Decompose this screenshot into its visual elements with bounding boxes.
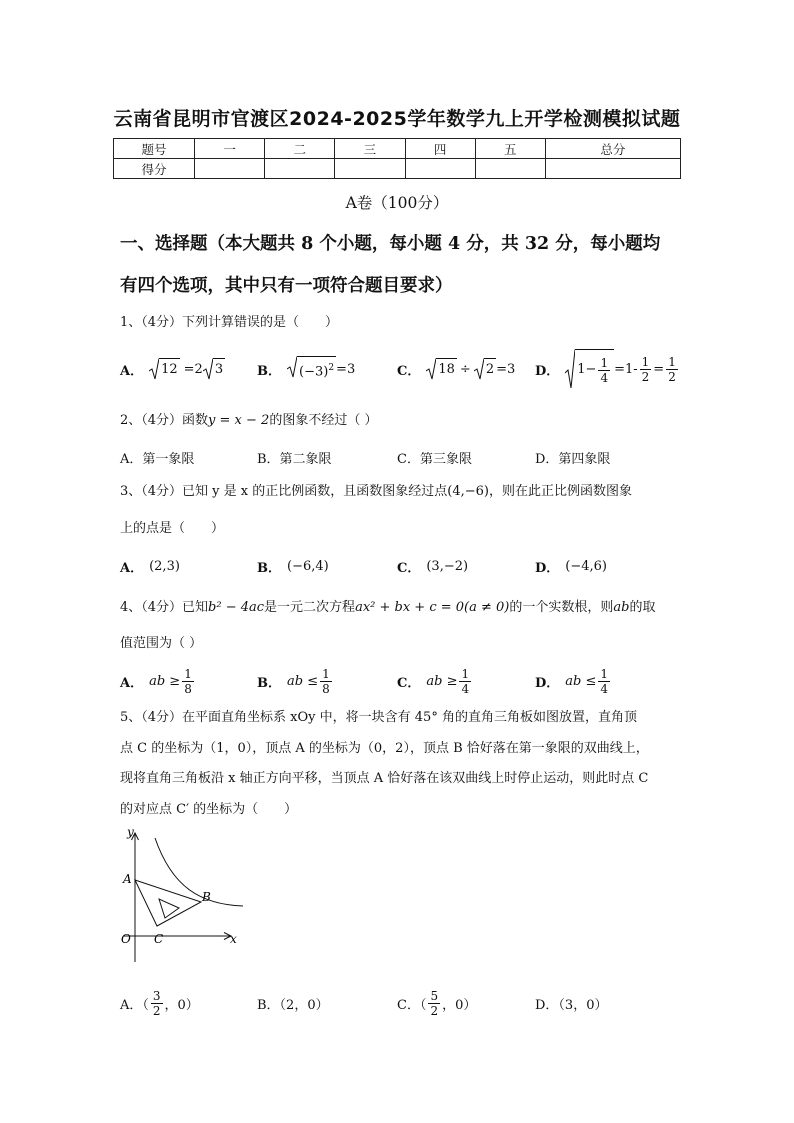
q3-option-b — [257, 546, 329, 586]
numerator: 5 — [430, 988, 439, 1003]
q4-stem-text: 是一元二次方程 — [264, 600, 356, 615]
q4-options — [120, 661, 680, 701]
option-relation: ab ≥ — [426, 673, 458, 689]
numerator: 1 — [668, 354, 676, 369]
q3-option-d — [535, 546, 607, 586]
radicand: 2 — [484, 358, 496, 380]
fraction — [320, 667, 332, 696]
score-cell — [265, 159, 335, 179]
q3-option-c — [397, 546, 468, 586]
q5-stem-line2: 点 C 的坐标为（1，0），顶点 A 的坐标为（0，2），顶点 B 恰好落在第一象限的双曲线上， — [120, 741, 649, 756]
q5-option-b — [257, 983, 329, 1023]
part1-heading-line2: 有四个选项，其中只有一项符合题目要求） — [120, 276, 453, 296]
option-text: ，0） — [164, 997, 199, 1013]
option-text: C．第三象限 — [397, 451, 472, 467]
option-text: D．（3，0） — [535, 997, 608, 1013]
q2-stem-text: 2、（4分）函数 — [120, 413, 209, 428]
numerator: 1 — [184, 666, 192, 681]
point-a-label: A — [123, 872, 132, 886]
q4-option-c — [397, 661, 473, 701]
option-label: B． — [257, 675, 281, 691]
fraction — [666, 355, 678, 384]
q3-point: (4,−6) — [447, 484, 489, 499]
option-label: C． — [397, 560, 421, 576]
q5-stem-line4: 的对应点 C′ 的坐标为（ ） — [120, 802, 298, 817]
score-table-score-row — [114, 159, 681, 179]
option-label: D． — [535, 675, 560, 691]
q4-option-d — [535, 661, 612, 701]
q5-option-a — [120, 983, 199, 1023]
q3-option-a — [120, 546, 180, 586]
q1-stem: 1、（4分）下列计算错误的是（ ） — [120, 315, 339, 330]
q2-option-a — [120, 437, 194, 477]
radicand-text: 1− — [577, 362, 597, 377]
point-b-label: B — [202, 890, 211, 904]
exponent: 2 — [328, 363, 335, 374]
q4-stem-line2: 值范围为（ ） — [120, 636, 203, 651]
option-text: B．第二象限 — [257, 451, 332, 467]
denominator: 4 — [600, 370, 609, 385]
score-cell: 二 — [265, 139, 335, 159]
score-cell — [335, 159, 405, 179]
option-label: A． — [120, 363, 144, 379]
q4-ab: ab — [613, 600, 630, 615]
equals-text: =3 — [496, 361, 516, 377]
q5-option-c — [397, 983, 476, 1023]
q5-stem-line1: 5、（4分）在平面直角坐标系 xOy 中，将一块含有 45° 角的直角三角板如图放置，直角顶 — [120, 710, 637, 725]
score-cell: 得分 — [114, 159, 195, 179]
option-text: ，0） — [442, 997, 477, 1013]
coordinate-figure — [113, 822, 243, 972]
option-label: B． — [257, 560, 281, 576]
q1-option-b — [257, 349, 355, 389]
fraction — [151, 989, 163, 1018]
denominator: 4 — [461, 681, 470, 696]
q5-options — [120, 983, 680, 1023]
numerator: 3 — [152, 988, 161, 1003]
fraction — [182, 667, 194, 696]
option-relation: ab ≥ — [149, 673, 181, 689]
q4-option-a — [120, 661, 196, 701]
q4-stem-text: 4、（4分）已知 — [120, 600, 209, 615]
hyperbola-curve — [155, 838, 243, 906]
exam-title: 云南省昆明市官渡区2024-2025学年数学九上开学检测模拟试题 — [113, 108, 681, 130]
q2-function-expression: y = x − 2 — [208, 413, 270, 428]
option-relation: ab ≤ — [565, 673, 597, 689]
part1-heading-line1: 一、选择题（本大题共 8 个小题，每小题 4 分，共 32 分，每小题均 — [120, 234, 661, 254]
option-label: C． — [397, 363, 421, 379]
score-cell — [405, 159, 475, 179]
q2-stem — [120, 411, 680, 431]
q4-stem-line1 — [120, 598, 680, 618]
denominator: 4 — [600, 681, 609, 696]
option-label: C． — [397, 675, 421, 691]
q2-option-c — [397, 437, 472, 477]
q4-stem-text: 的取 — [629, 600, 656, 615]
radicand: 12 — [159, 358, 180, 380]
q4-equation: ax² + bx + c = 0 — [355, 600, 465, 615]
q2-option-b — [257, 437, 332, 477]
q3-options — [120, 546, 680, 586]
q4-option-b — [257, 661, 334, 701]
sqrt-expression — [149, 358, 180, 380]
score-cell: 一 — [195, 139, 265, 159]
radicand — [575, 349, 614, 389]
fraction — [598, 667, 610, 696]
q4-discriminant: b² − 4ac — [208, 600, 265, 615]
fraction — [459, 667, 471, 696]
denominator: 8 — [322, 681, 330, 696]
q2-option-d — [535, 437, 610, 477]
sqrt-expression — [426, 358, 457, 380]
numerator: 1 — [600, 666, 609, 681]
option-label: A． — [120, 560, 144, 576]
divide-sign: ÷ — [459, 361, 471, 377]
option-label: B． — [257, 363, 281, 379]
option-value: (−4,6) — [565, 558, 607, 574]
denominator: 2 — [152, 1003, 161, 1018]
q1-option-c — [397, 349, 515, 389]
q1-option-d — [535, 349, 680, 389]
q1-options — [120, 349, 680, 389]
numerator: 1 — [641, 354, 650, 369]
q5-stem-line3: 现将直角三角板沿 x 轴正方向平移，当顶点 A 恰好落在该双曲线上时停止运动，则此时点 C — [120, 771, 649, 786]
q5-option-d — [535, 983, 607, 1023]
option-text: A．第一象限 — [120, 451, 195, 467]
denominator: 2 — [641, 369, 650, 384]
score-cell: 总分 — [545, 139, 680, 159]
score-cell — [545, 159, 680, 179]
section-a-heading: A卷（100分） — [345, 194, 449, 212]
radicand: 3 — [213, 358, 225, 380]
y-axis-label: y — [127, 825, 134, 839]
option-label: D． — [535, 363, 560, 379]
q3-stem-line1 — [120, 482, 680, 502]
numerator: 1 — [322, 666, 330, 681]
radicand-base: (−3) — [299, 364, 329, 380]
q1-option-a — [120, 349, 225, 389]
point-c-label: C — [154, 932, 164, 946]
score-cell — [475, 159, 545, 179]
equals-text: =2 — [183, 361, 203, 377]
option-value: (−6,4) — [287, 558, 329, 574]
sqrt-expression — [565, 349, 614, 389]
x-axis-label: x — [230, 932, 237, 946]
q2-options — [120, 437, 680, 477]
score-cell: 三 — [335, 139, 405, 159]
score-cell: 四 — [405, 139, 475, 159]
origin-label: O — [121, 932, 131, 946]
fraction — [598, 356, 610, 385]
score-cell: 五 — [475, 139, 545, 159]
option-relation: ab ≤ — [287, 673, 319, 689]
denominator: 2 — [668, 369, 676, 384]
q3-stem-line2: 上的点是（ ） — [120, 521, 225, 536]
option-label: D． — [535, 560, 560, 576]
sqrt-expression — [287, 356, 336, 381]
q2-stem-text: 的图象不经过（ ） — [269, 413, 378, 428]
numerator: 1 — [600, 355, 609, 370]
denominator: 8 — [184, 681, 192, 696]
option-text: D．第四象限 — [535, 451, 611, 467]
radicand — [297, 356, 336, 381]
equals-text: =3 — [336, 361, 356, 377]
q3-stem-text: ，则在此正比例函数图象 — [488, 484, 632, 499]
score-table-header-row — [114, 139, 681, 159]
option-value: (2,3) — [149, 558, 180, 574]
equals-text: =1- — [614, 361, 638, 377]
option-label: A． — [120, 675, 144, 691]
equals-text: = — [653, 361, 665, 377]
denominator: 2 — [430, 1003, 439, 1018]
option-value: (3,−2) — [426, 558, 469, 574]
q3-stem-text: 3、（4分）已知 y 是 x 的正比例函数，且函数图象经过点 — [120, 484, 448, 499]
score-cell: 题号 — [114, 139, 195, 159]
option-label: C．（ — [397, 997, 427, 1013]
q4-condition: (a ≠ 0) — [464, 600, 510, 615]
numerator: 1 — [461, 666, 470, 681]
sqrt-expression — [203, 358, 225, 380]
q4-stem-text: 的一个实数根，则 — [509, 600, 614, 615]
score-table — [113, 138, 681, 179]
fraction — [428, 989, 440, 1018]
radicand: 18 — [436, 358, 457, 380]
fraction — [640, 355, 652, 384]
sqrt-expression — [474, 358, 496, 380]
score-cell — [195, 159, 265, 179]
option-text: B．（2，0） — [257, 997, 329, 1013]
option-label: A．（ — [120, 997, 149, 1013]
